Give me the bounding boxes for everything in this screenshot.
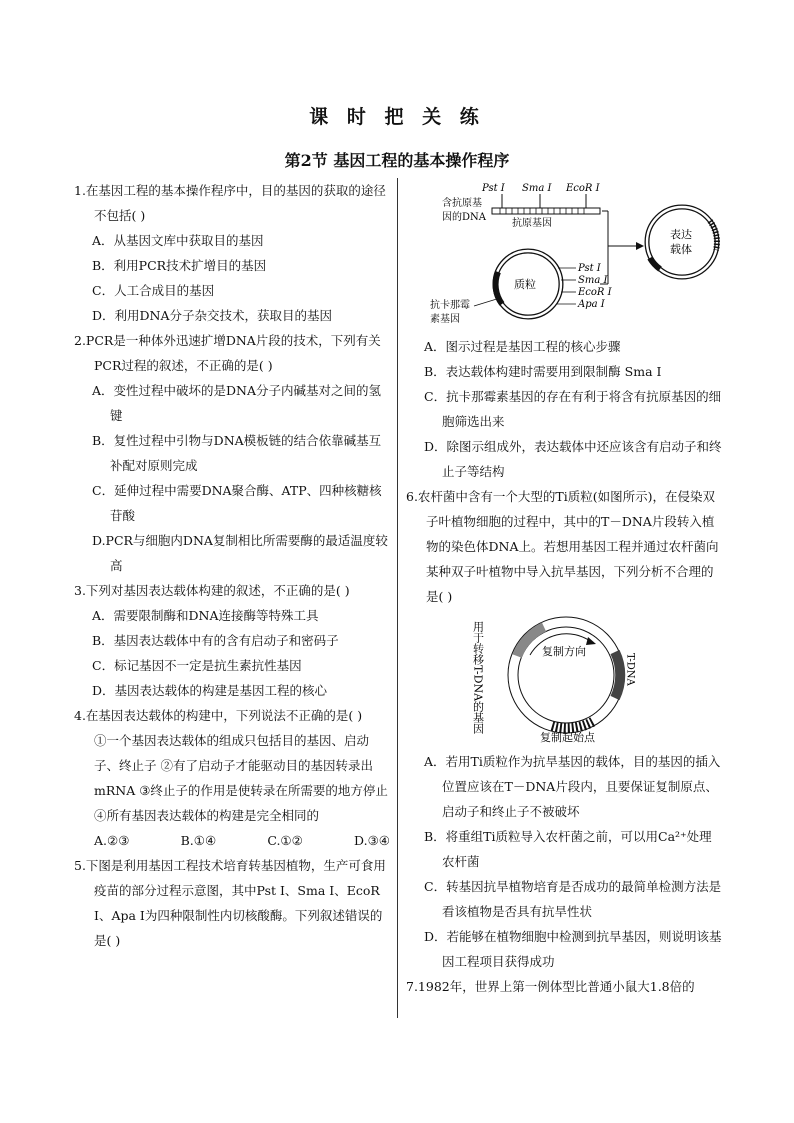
replication-direction-label: 复制方向 <box>542 645 586 658</box>
t-dna-label: T-DNA <box>624 653 636 686</box>
option-c: C．延伸过程中需要DNA聚合酶、ATP、四种核糖核苷酸 <box>92 483 382 523</box>
option-a: A．若用Ti质粒作为抗旱基因的载体，目的基因的插入位置应该在T－DNA片段内，且要保证复制原点、启动子和终止子不被破坏 <box>424 754 721 819</box>
arrow-head-icon <box>636 242 644 250</box>
option-a: A．图示过程是基因工程的核心步骤 <box>424 339 621 354</box>
question-4 <box>74 703 390 853</box>
option-c: C．转基因抗旱植物培育是否成功的最简单检测方法是看该植物是否具有抗旱性状 <box>424 879 722 919</box>
enzyme-label: EcoR Ⅰ <box>566 183 600 194</box>
t-dna-segment <box>615 652 620 698</box>
option-b: B．基因表达载体中有的含有启动子和密码子 <box>92 633 339 648</box>
question-stem: 5.下图是利用基因工程技术培育转基因植物，生产可食用疫苗的部分过程示意图，其中Pst Ⅰ、Sma Ⅰ、EcoR Ⅰ、Apa Ⅰ为四种限制性内切核酸酶。下列叙述错误的是( ) <box>74 858 386 948</box>
vector-kan-segment <box>650 258 660 269</box>
vector-label: 载体 <box>670 243 692 256</box>
option-b: B．复性过程中引物与DNA模板链的结合依靠碱基互补配对原则完成 <box>92 433 382 473</box>
direction-arrow-icon <box>586 637 596 645</box>
option-d: D.③④ <box>354 833 390 848</box>
plasmid-site-label: Apa Ⅰ <box>578 299 605 310</box>
plasmid-site-label: Pst Ⅰ <box>578 263 601 274</box>
option-c: C．抗卡那霉素基因的存在有利于将含有抗原基因的细胞筛选出来 <box>424 389 722 429</box>
question-5 <box>74 853 390 953</box>
kan-pointer <box>474 298 500 306</box>
plasmid-site-label: EcoR Ⅰ <box>578 287 612 298</box>
question-stem: 4.在基因表达载体的构建中，下列说法不正确的是( ) <box>74 708 363 723</box>
option-d: D．利用DNA分子杂交技术，获取目的基因 <box>92 308 333 323</box>
question-stem: 2.PCR是一种体外迅速扩增DNA片段的技术，下列有关PCR过程的叙述，不正确的是( ) <box>74 333 381 373</box>
plasmid-label: 质粒 <box>514 278 536 291</box>
kanamycin-label: 抗卡那霉 <box>430 300 470 311</box>
question-stem: 7.1982年，世界上第一例体型比普通小鼠大1.8倍的 <box>406 979 695 994</box>
question-stem: 3.下列对基因表达载体构建的叙述，不正确的是( ) <box>74 583 350 598</box>
expression-vector-diagram <box>420 180 720 328</box>
page-title: 课 时 把 关 练 <box>309 106 485 128</box>
question-6 <box>406 484 724 974</box>
enzyme-label: Pst Ⅰ <box>482 183 505 194</box>
section-subtitle: 第2节 基因工程的基本操作程序 <box>284 151 510 170</box>
option-c: C．标记基因不一定是抗生素抗性基因 <box>92 658 302 673</box>
option-a: A．从基因文库中获取目的基因 <box>92 233 264 248</box>
question-5-options <box>406 334 724 484</box>
dna-label: 含抗原基 <box>442 198 482 209</box>
option-b: B．将重组Ti质粒导入农杆菌之前，可以用Ca²⁺处理农杆菌 <box>424 829 712 869</box>
question-1 <box>74 178 390 328</box>
left-column <box>74 178 390 953</box>
options-row <box>74 828 390 853</box>
option-d: D．除图示组成外，表达载体中还应该含有启动子和终止子等结构 <box>424 439 722 479</box>
plasmid-site-label: Sma Ⅰ <box>578 275 608 286</box>
transfer-gene-label: 用于转移T-DNA的基因 <box>471 621 485 735</box>
question-stem: 1.在基因工程的基本操作程序中，目的基因的获取的途径不包括( ) <box>74 183 386 223</box>
option-d: D.PCR与细胞内DNA复制相比所需要酶的最适温度较高 <box>92 533 388 573</box>
ti-plasmid-inner <box>518 627 614 723</box>
question-stem: 6.农杆菌中含有一个大型的Ti质粒(如图所示)，在侵染双子叶植物细胞的过程中，其中的T－DNA片段转入植物的染色体DNA上。若想用基因工程并通过农杆菌向某种双子叶植物中导入抗旱基因，下列分析不合理的是( ) <box>406 489 719 604</box>
option-c: C.①② <box>267 833 303 848</box>
enzyme-label: Sma Ⅰ <box>522 183 552 194</box>
dna-ticks <box>500 208 584 214</box>
option-d: D．基因表达载体的构建是基因工程的核心 <box>92 683 328 698</box>
option-b: B．表达载体构建时需要用到限制酶 Sma Ⅰ <box>424 364 662 379</box>
option-b: B.①④ <box>180 833 217 848</box>
option-d: D．若能够在植物细胞中检测到抗旱基因，则说明该基因工程项目获得成功 <box>424 929 722 969</box>
statement-list: ①一个基因表达载体的组成只包括目的基因、启动子、终止子 ②有了启动子才能驱动目的基因转录出mRNA ③终止子的作用是使转录在所需要的地方停止 ④所有基因表达载体的构建是完全相同的 <box>94 733 388 823</box>
origin-label: 复制起始点 <box>540 731 595 743</box>
transfer-gene-segment <box>517 627 544 656</box>
right-column <box>406 178 724 999</box>
question-3 <box>74 578 390 703</box>
option-b: B．利用PCR技术扩增目的基因 <box>92 258 267 273</box>
option-a: A.②③ <box>94 833 130 848</box>
option-a: A．需要限制酶和DNA连接酶等特殊工具 <box>92 608 319 623</box>
option-c: C．人工合成目的基因 <box>92 283 215 298</box>
vector-label: 表达 <box>670 228 692 241</box>
ti-plasmid-diagram <box>470 613 646 743</box>
question-2 <box>74 328 390 578</box>
question-7 <box>406 974 724 999</box>
antigen-gene-label: 抗原基因 <box>512 218 552 229</box>
column-divider <box>397 178 398 1018</box>
dna-label: 因的DNA <box>442 212 486 223</box>
option-a: A．变性过程中破坏的是DNA分子内碱基对之间的氢键 <box>92 383 382 423</box>
kanamycin-label: 素基因 <box>430 314 460 325</box>
